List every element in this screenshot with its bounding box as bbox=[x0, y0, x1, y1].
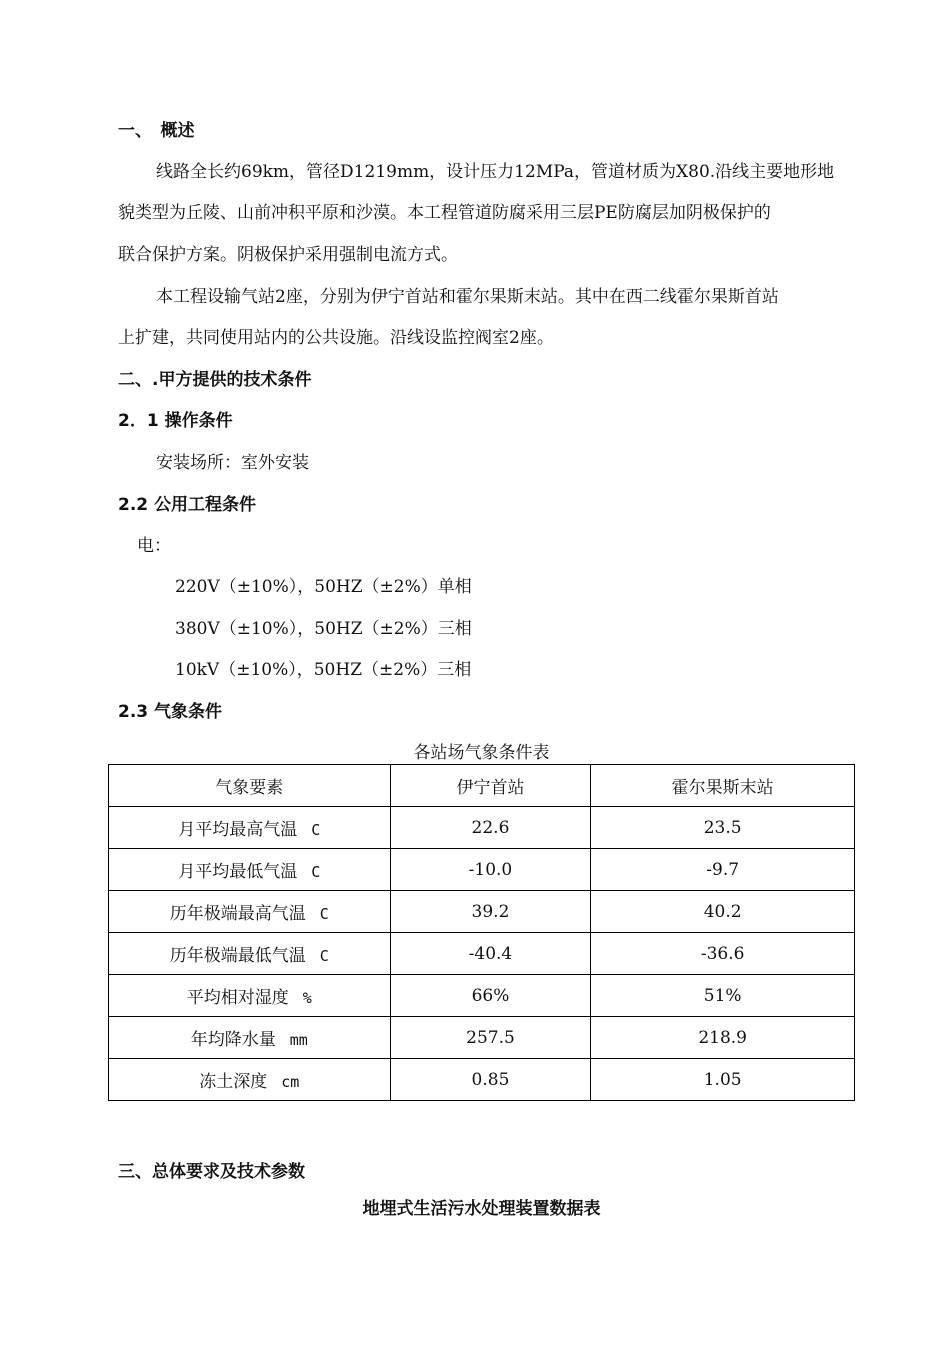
data-table-title: 地埋式生活污水处理装置数据表 bbox=[362, 1199, 601, 1219]
element-unit: C bbox=[311, 821, 321, 839]
table-caption: 各站场气象条件表 bbox=[413, 743, 550, 763]
horgos-value: 51% bbox=[591, 975, 855, 1017]
header-cell: 伊宁首站 bbox=[390, 765, 591, 807]
element-label: 月平均最高气温 bbox=[178, 820, 298, 840]
section-1-heading: 一、 概述 bbox=[118, 121, 195, 141]
element-label: 历年极端最低气温 bbox=[169, 946, 306, 966]
table-row bbox=[109, 1017, 855, 1059]
element-unit: C bbox=[311, 863, 321, 881]
element-unit: C bbox=[319, 947, 329, 965]
subsection-2-2-heading: 2.2 公用工程条件 bbox=[118, 495, 257, 515]
element-cell bbox=[109, 1017, 391, 1059]
paragraph-1-line-1: 线路全长约69km，管径D1219mm，设计压力12MPa，管道材质为X80.沿线主要地形地 bbox=[156, 162, 835, 182]
element-unit: cm bbox=[281, 1073, 300, 1091]
power-spec: 220V（±10%），50HZ（±2%）单相 bbox=[175, 577, 472, 597]
element-label: 年均降水量 bbox=[190, 1030, 276, 1050]
power-spec: 10kV（±10%），50HZ（±2%）三相 bbox=[175, 660, 472, 680]
element-label: 月平均最低气温 bbox=[178, 862, 298, 882]
section-3-heading: 三、总体要求及技术参数 bbox=[118, 1162, 305, 1182]
element-cell bbox=[109, 891, 391, 933]
horgos-value: -36.6 bbox=[591, 933, 855, 975]
table-row bbox=[109, 849, 855, 891]
element-cell bbox=[109, 933, 391, 975]
element-label: 历年极端最高气温 bbox=[169, 904, 306, 924]
paragraph-2-line-1: 本工程设输气站2座，分别为伊宁首站和霍尔果斯末站。其中在西二线霍尔果斯首站 bbox=[156, 287, 779, 307]
yining-value: 257.5 bbox=[390, 1017, 591, 1059]
header-cell: 霍尔果斯末站 bbox=[591, 765, 855, 807]
header-cell: 气象要素 bbox=[109, 765, 391, 807]
element-cell bbox=[109, 807, 391, 849]
element-label: 平均相对湿度 bbox=[186, 988, 289, 1008]
yining-value: 66% bbox=[390, 975, 591, 1017]
yining-value: -10.0 bbox=[390, 849, 591, 891]
table-row bbox=[109, 933, 855, 975]
paragraph-1-line-3: 联合保护方案。阴极保护采用强制电流方式。 bbox=[118, 245, 458, 265]
element-unit: C bbox=[319, 905, 329, 923]
element-cell bbox=[109, 849, 391, 891]
yining-value: 22.6 bbox=[390, 807, 591, 849]
table-row bbox=[109, 975, 855, 1017]
power-spec: 380V（±10%），50HZ（±2%）三相 bbox=[175, 619, 472, 639]
section-2-heading: 二、.甲方提供的技术条件 bbox=[118, 370, 312, 390]
yining-value: 39.2 bbox=[390, 891, 591, 933]
table-row bbox=[109, 807, 855, 849]
table-header-row bbox=[109, 765, 855, 807]
weather-conditions-table bbox=[108, 764, 855, 1101]
horgos-value: 1.05 bbox=[591, 1059, 855, 1101]
element-unit: mm bbox=[289, 1031, 308, 1049]
subsection-2-1-heading: 2．1 操作条件 bbox=[118, 411, 233, 431]
paragraph-1-line-2: 貌类型为丘陵、山前冲积平原和沙漠。本工程管道防腐采用三层PE防腐层加阴极保护的 bbox=[118, 203, 771, 223]
table-row bbox=[109, 891, 855, 933]
element-cell bbox=[109, 975, 391, 1017]
horgos-value: 218.9 bbox=[591, 1017, 855, 1059]
table-row bbox=[109, 1059, 855, 1101]
horgos-value: 23.5 bbox=[591, 807, 855, 849]
yining-value: -40.4 bbox=[390, 933, 591, 975]
horgos-value: -9.7 bbox=[591, 849, 855, 891]
subsection-2-3-heading: 2.3 气象条件 bbox=[118, 702, 223, 722]
element-unit: % bbox=[302, 989, 312, 1007]
element-label: 冻土深度 bbox=[199, 1072, 268, 1092]
paragraph-2-line-2: 上扩建，共同使用站内的公共设施。沿线设监控阀室2座。 bbox=[118, 328, 554, 348]
yining-value: 0.85 bbox=[390, 1059, 591, 1101]
element-cell bbox=[109, 1059, 391, 1101]
electric-label: 电： bbox=[137, 536, 171, 556]
installation-location: 安装场所：室外安装 bbox=[156, 453, 309, 473]
horgos-value: 40.2 bbox=[591, 891, 855, 933]
